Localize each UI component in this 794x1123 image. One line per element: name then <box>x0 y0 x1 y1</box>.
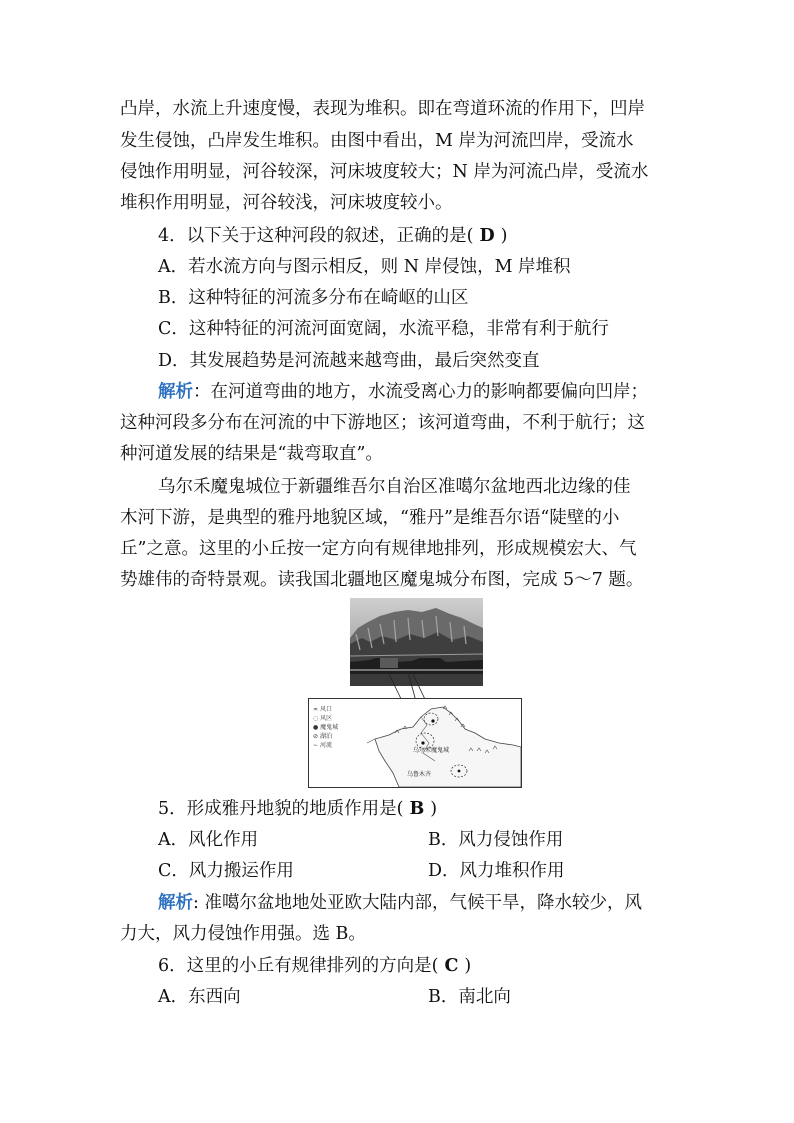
q5-stem-text: 5．形成雅丹地貌的地质作用是( <box>158 799 404 819</box>
q6-stem-close: ) <box>464 956 472 976</box>
q4-stem-text: 4．以下关于这种河段的叙述，正确的是( <box>158 226 474 246</box>
legend-wind-zone: ◌ 风区 <box>313 715 333 722</box>
q5-option-d: D．风力堆积作用 <box>428 861 565 881</box>
q6-stem <box>158 955 714 977</box>
q4-option-b: B．这种特征的河流多分布在崎岖的山区 <box>158 288 469 308</box>
legend-wind-gap: ≍ 风口 <box>313 706 332 713</box>
analysis-label: 解析 <box>158 382 193 402</box>
q6-stem-text: 6．这里的小丘有规律排列的方向是( <box>158 956 439 976</box>
q4-analysis-line-3: 种河道发展的结果是“裁弯取直”。 <box>120 444 383 464</box>
q5-options-row-1 <box>158 829 714 851</box>
distribution-map <box>308 698 522 788</box>
q5-stem <box>158 798 714 820</box>
q4-stem-close: ) <box>500 226 508 246</box>
q5-analysis-text: : 准噶尔盆地地处亚欧大陆内部，气候干旱，降水较少，风 <box>193 893 642 913</box>
q4-analysis-line-2: 这种河段多分布在河流的中下游地区；该河道弯曲，不利于航行；这 <box>120 413 645 433</box>
intro-line-3: 侵蚀作用明显，河谷较深，河床坡度较大；N 岸为河流凸岸，受流水 <box>120 162 649 182</box>
passage-line-1: 乌尔禾魔鬼城位于新疆维吾尔自治区准噶尔盆地西北边缘的佳 <box>158 477 631 497</box>
label-urho: 乌尔禾魔鬼城 <box>413 747 450 754</box>
legend-river: ∼ 河流 <box>313 742 332 749</box>
q5-stem-close: ) <box>430 799 438 819</box>
legend-wind-zone-label: 风区 <box>320 715 333 722</box>
q5-analysis-line-2: 力大，风力侵蚀作用强。选 B。 <box>120 924 366 944</box>
intro-line-1: 凸岸，水流上升速度慢，表现为堆积。即在弯道环流的作用下，凹岸 <box>120 99 645 119</box>
q4-answer: D <box>479 226 495 246</box>
q6-option-a: A．东西向 <box>158 987 241 1007</box>
legend-devil-city: ● 魔鬼城 <box>313 724 339 731</box>
analysis-label: 解析 <box>158 893 193 913</box>
q5-analysis-line-1 <box>158 892 714 914</box>
q4-option-a: A．若水流方向与图示相反，则 N 岸侵蚀，M 岸堆积 <box>158 257 571 277</box>
q4-option-d: D．其发展趋势是河流越来越弯曲，最后突然变直 <box>158 351 540 371</box>
q4-analysis-text: ：在河道弯曲的地方，水流受离心力的影响都要偏向凹岸； <box>193 382 648 402</box>
q4-analysis-line-1 <box>158 381 714 403</box>
passage-line-2: 木河下游，是典型的雅丹地貌区域，“雅丹”是维吾尔语“陡壁的小 <box>120 508 620 528</box>
label-urumqi: 乌鲁木齐 <box>407 771 432 778</box>
q6-option-b: B．南北向 <box>428 987 511 1007</box>
legend-lake: ⊘ 湖泊 <box>313 733 332 740</box>
map-legend <box>313 705 338 750</box>
legend-lake-label: 湖泊 <box>319 733 332 740</box>
q5-option-a: A．风化作用 <box>158 830 259 850</box>
q5-option-c: C．风力搬运作用 <box>158 861 294 881</box>
passage-line-4: 势雄伟的奇特景观。读我国北疆地区魔鬼城分布图，完成 5～7 题。 <box>120 570 644 590</box>
q5-option-b: B．风力侵蚀作用 <box>428 830 564 850</box>
q5-answer: B <box>409 799 425 819</box>
q4-stem <box>158 225 714 247</box>
legend-river-label: 河流 <box>319 742 332 749</box>
legend-wind-gap-label: 风口 <box>319 706 332 713</box>
intro-line-4: 堆积作用明显，河谷较浅，河床坡度较小。 <box>120 193 453 213</box>
q6-answer: C <box>444 956 459 976</box>
q4-option-c: C．这种特征的河流河面宽阔，水流平稳，非常有利于航行 <box>158 319 609 339</box>
legend-devil-city-label: 魔鬼城 <box>320 724 339 731</box>
figure <box>308 598 522 790</box>
intro-line-2: 发生侵蚀，凸岸发生堆积。由图中看出，M 岸为河流凹岸，受流水 <box>120 131 634 151</box>
passage-line-3: 丘”之意。这里的小丘按一定方向有规律地排列，形成规模宏大、气 <box>120 539 637 559</box>
q6-options-row-1 <box>158 986 714 1008</box>
q5-options-row-2 <box>158 860 714 882</box>
